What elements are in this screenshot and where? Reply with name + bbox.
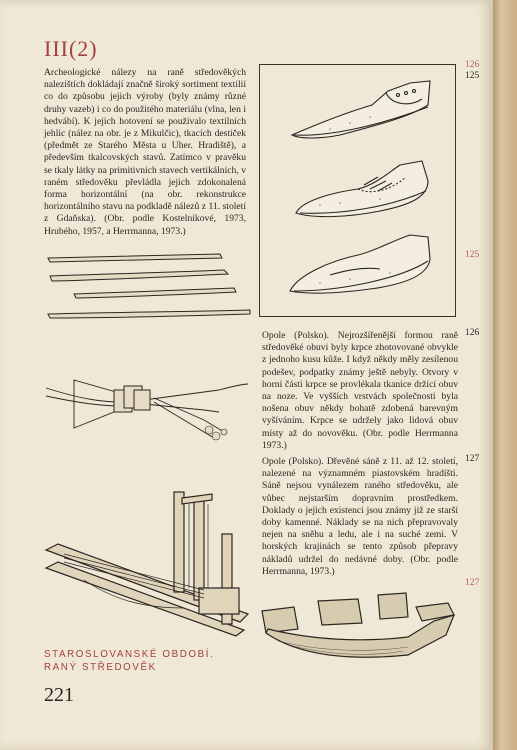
page-number: 221 — [44, 684, 74, 706]
book-page-edge — [493, 0, 517, 750]
section-heading: III(2) — [44, 36, 98, 61]
figure-number-125-side: 125 — [465, 250, 480, 260]
textile-needles-illustration — [44, 250, 254, 325]
caption-126-text: Opole (Polsko). Nejrozšířenější formou raně středověké obuvi byly krpce zhotovované obvykle z jednoho kusu kůže. I když někdy měly zesílenou podešev, podpatky známy ještě nebyly. Otvory v horní části krpce se provlékala tkanice držící obuv na noze. Ve vyšších vrstvách společnosti byla nošena obuv někdy bohatě zdobená barevným vyšíváním. Krpce se udržely jako lidová obuv místy až do novověku. (Obr. podle Herrmanna 1973.) — [262, 330, 458, 451]
period-label — [44, 648, 214, 674]
shoes-illustration — [260, 65, 455, 316]
period-label-line-2: RANÝ STŘEDOVĚK — [44, 662, 157, 673]
shoes-figure-frame — [259, 64, 456, 317]
period-label-line-1: STAROSLOVANSKÉ OBDOBÍ. — [44, 649, 215, 660]
intro-paragraph: Archeologické nálezy na raně středověkých nalezištích dokládají značně široký sortiment textilií co do způsobu jejich výroby (byly známy různé druhy vazeb) i co do použitého materiálu (vlna, len i hedvábí). K jejich hotovení se používalo textilních jehlic (nález na obr. je z Mikulčic), tkacích destiček (předmět ze Starého Města u Uher. Hradiště), a především tkalcovských stavů. Zatímco v pravěku se tkaly látky na primitivních stavech vertikálních, v raném středověku převládla jejich zdokonalená forma horizontální (na obr. rekonstrukce horizontálního stavu na podkladě nálezů z 11. století z Gdaňska). (Obr. podle Kostelnikové, 1973, Hrubého, 1957, a Herrmanna, 1973.) — [44, 67, 246, 237]
shoe-1 — [292, 81, 430, 138]
figure-number-125-top: 125 — [465, 71, 480, 81]
figure-number-126-caption: 126 — [465, 328, 480, 338]
horizontal-loom-illustration — [44, 490, 254, 640]
caption-127-text: Opole (Polsko). Dřevěné sáně z 11. až 12. století, nalezené na významném piastovském hradišti. Sáně nejsou vynálezem raného středověku, ale vůbec nejstarším dopravním prostředkem. Doklady o jejich existenci jsou známy již ze starší doby kamenné. Náklady se na nich přepravovaly nejen na sněhu a ledu, ale i na suché zemi. V horských krajinách se tento způsob přepravy nákladů udržel do nedávné doby. (Obr. podle Herrmanna, 1973.) — [262, 456, 458, 577]
figure-number-127-caption: 127 — [465, 454, 480, 464]
figure-number-127-side: 127 — [465, 578, 480, 588]
tablet-weaving-illustration — [44, 350, 254, 445]
figure-number-126-top: 126 — [465, 60, 480, 70]
shoe-2 — [296, 161, 428, 217]
wooden-sledge-illustration — [258, 575, 458, 675]
